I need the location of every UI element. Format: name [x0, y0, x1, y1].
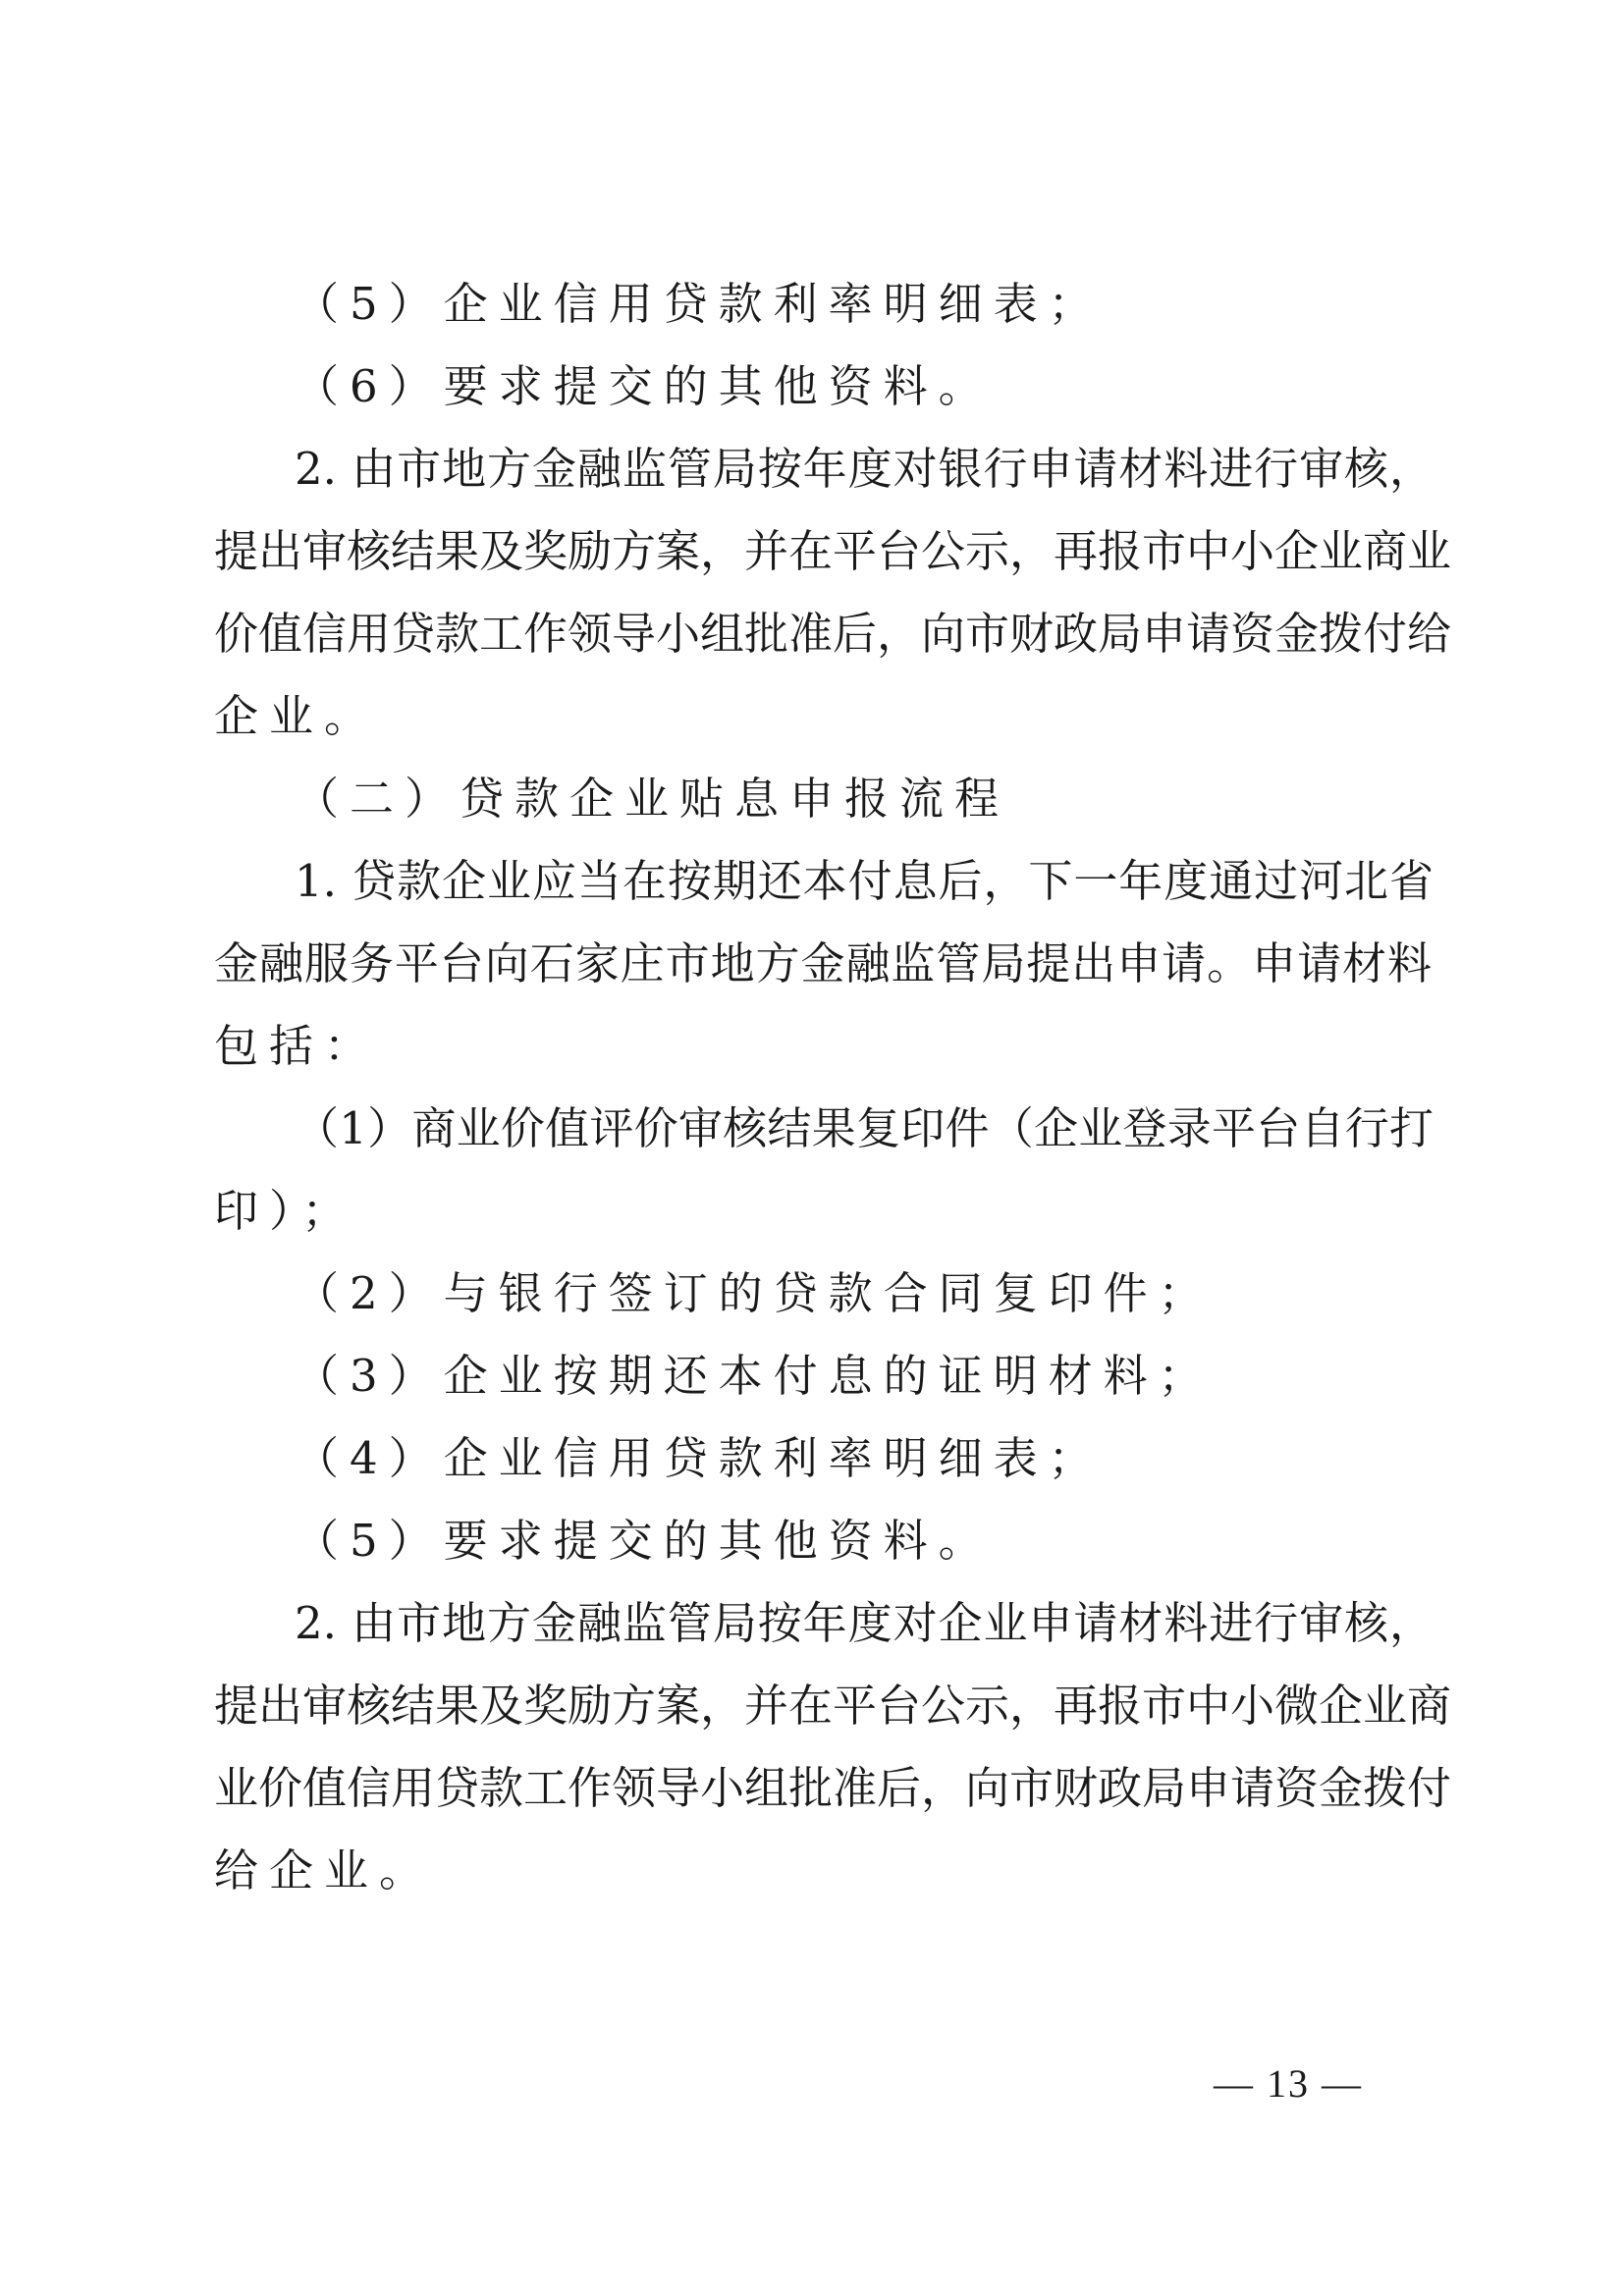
paragraph-enterprise-review-line-4: 给企业。	[214, 1844, 435, 1896]
list-item-1-review-copy-line-2: 印）；	[214, 1185, 357, 1237]
list-item-4-credit-rate-table: （4）企业信用贷款利率明细表；	[295, 1432, 1104, 1484]
paragraph-enterprise-apply-line-3: 包括：	[214, 1020, 380, 1072]
paragraph-bank-review-line-3: 价值信用贷款工作领导小组批准后，向市财政局申请资金拨付给	[214, 608, 1452, 660]
list-item-2-loan-contract: （2）与银行签订的贷款合同复印件；	[295, 1267, 1214, 1319]
list-item-6-other-materials: （6）要求提交的其他资料。	[295, 360, 994, 412]
list-item-1-review-copy-line-1: （1）商业价值评价审核结果复印件（企业登录平台自行打	[295, 1102, 1434, 1154]
paragraph-enterprise-review-line-1: 2. 由市地方金融监管局按年度对企业申请材料进行审核，	[295, 1597, 1434, 1649]
page-number: — 13 —	[1214, 2061, 1363, 2106]
list-item-5-other-materials: （5）要求提交的其他资料。	[295, 1515, 994, 1567]
section-heading-enterprise-subsidy: （二）贷款企业贴息申报流程	[295, 773, 1010, 825]
paragraph-bank-review-line-2: 提出审核结果及奖励方案，并在平台公示，再报市中小企业商业	[214, 525, 1452, 577]
paragraph-enterprise-review-line-3: 业价值信用贷款工作领导小组批准后，向市财政局申请资金拨付	[214, 1762, 1452, 1814]
paragraph-bank-review-line-4: 企业。	[214, 690, 380, 742]
list-item-5-credit-rate-table: （5）企业信用贷款利率明细表；	[295, 278, 1104, 330]
paragraph-enterprise-apply-line-2: 金融服务平台向石家庄市地方金融监管局提出申请。申请材料	[214, 937, 1432, 989]
paragraph-enterprise-review-line-2: 提出审核结果及奖励方案，并在平台公示，再报市中小微企业商	[214, 1680, 1452, 1732]
paragraph-bank-review-line-1: 2. 由市地方金融监管局按年度对银行申请材料进行审核，	[295, 443, 1434, 495]
paragraph-enterprise-apply-line-1: 1. 贷款企业应当在按期还本付息后，下一年度通过河北省	[295, 855, 1434, 907]
list-item-3-repayment-proof: （3）企业按期还本付息的证明材料；	[295, 1350, 1214, 1402]
